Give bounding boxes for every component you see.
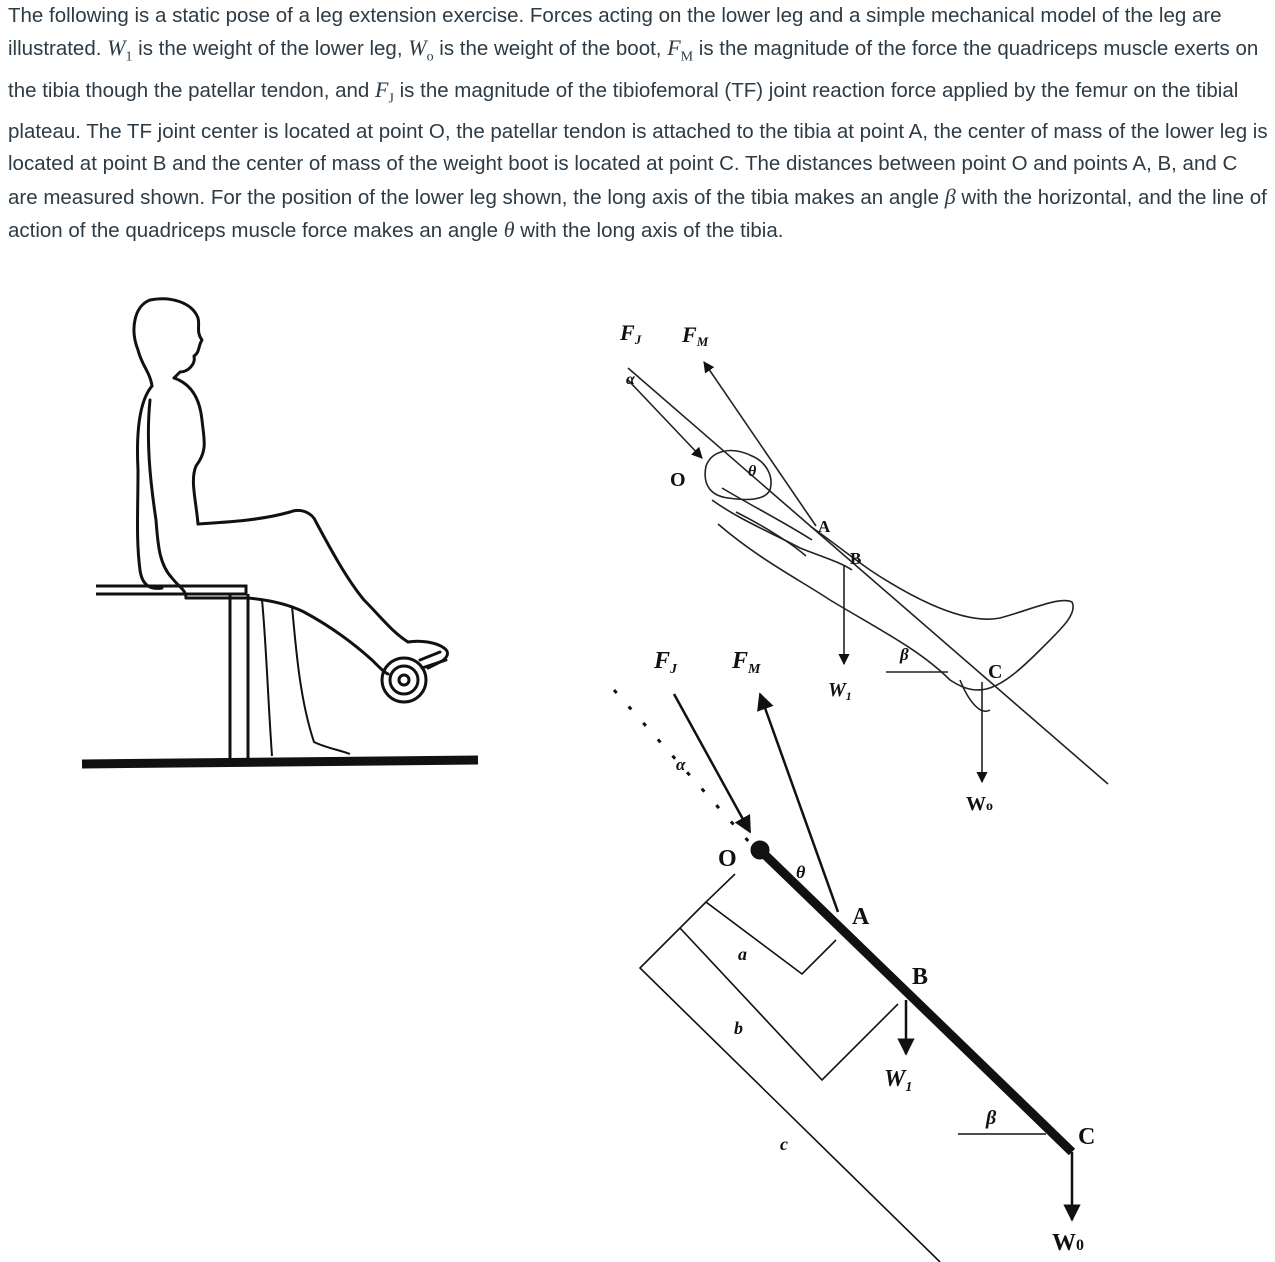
c-label-bottom: C (1078, 1124, 1096, 1150)
heel-outline (960, 680, 990, 711)
bench-top (96, 586, 246, 594)
o-label-top: O (670, 469, 686, 491)
leg-outline-top (718, 524, 1073, 690)
problem-sentence-1: The following is a static pose of a leg extension exercise. Forces acting on the lower leg and a simple mechanical model of the leg are illustrated. (8, 4, 1222, 61)
joint-point-o (751, 841, 769, 859)
dimension-b-label: b (734, 1018, 743, 1038)
theta-label-bottom: θ (796, 862, 806, 882)
alpha-label-top: α (626, 371, 635, 388)
foot-outline (408, 641, 447, 668)
problem-sentence-7: with the long axis of the tibia. (514, 219, 784, 243)
wo-label-bottom: W0 (1052, 1230, 1084, 1256)
beta-label-bottom: β (986, 1107, 997, 1129)
fm-symbol: $F_M$ (667, 35, 694, 65)
alpha-label-bottom: α (676, 755, 686, 774)
fj-symbol: $F_J$ (375, 77, 394, 107)
o-label-bottom: O (718, 846, 737, 872)
front-torso (174, 378, 204, 524)
weight-boot-hub (399, 675, 409, 685)
a-label-top: A (818, 517, 831, 536)
theta-label-top: θ (748, 463, 757, 480)
w1-symbol: $W_1$ (107, 35, 133, 65)
w1-label-top: $W_1$ (828, 679, 852, 703)
anatomical-leg-labels (619, 320, 1002, 815)
thigh-top (198, 510, 316, 524)
wo-label-top: Wo (966, 793, 993, 815)
tibia-sketch-1 (712, 500, 852, 570)
knee-sketch (705, 451, 771, 500)
dimension-a-label: a (738, 944, 747, 964)
problem-sentence-6: with the horizontal, and the line of action of the quadriceps muscle force makes an angle (8, 185, 1267, 243)
weight-boot-mid (390, 666, 418, 694)
fj-label-top: FJ (620, 320, 642, 347)
floor (82, 760, 478, 764)
head-outline (150, 299, 202, 378)
tibia-bar (760, 850, 1072, 1152)
back-of-head (134, 300, 152, 386)
fm-label-top: FM (682, 322, 709, 349)
mechanical-model-diagram (614, 690, 1072, 1262)
a-label-bottom: A (852, 904, 870, 930)
beta-label-top: β (900, 645, 909, 664)
hanging-leg-front (292, 606, 350, 754)
shin-top (316, 522, 408, 642)
c-label-top: C (988, 661, 1003, 683)
anatomical-leg-diagram (628, 362, 1108, 784)
problem-sentence-4: is the magnitude of the force the quadriceps muscle exerts on the tibia though the patellar tendon, and (8, 37, 1259, 103)
dimension-a (706, 874, 836, 974)
fm-label-bottom: $F_M$ (732, 648, 761, 677)
boot-strap (420, 652, 446, 668)
problem-sentence-2: is the weight of the lower leg, (132, 37, 409, 61)
problem-sentence-3: is the weight of the boot, (433, 37, 668, 61)
w1-label-bottom: $W_1$ (884, 1066, 913, 1095)
fj-arrow-top (628, 380, 702, 458)
hanging-leg-back (262, 600, 272, 756)
seated-person-illustration (134, 299, 447, 702)
wo-symbol: $W_o$ (408, 35, 434, 65)
mechanical-model-labels (653, 648, 1095, 1256)
problem-sentence-5: is the magnitude of the tibiofemoral (TF) joint reaction force applied by the femur on the tibial plateau. The TF joint center is located at point O, the patellar tendon is attached to the tibia at point A, the center of mass of the lower leg is located at point B and the center of mass of the weight boot is located at point C. The distances between point O and points A, B, and C are measured shown. For the position of the lower leg shown, the long axis of the tibia makes an angle (8, 79, 1268, 209)
fj-label-bottom: $F_J$ (654, 648, 678, 677)
tibia-axis-line (628, 368, 1108, 784)
theta-symbol: θ (503, 217, 515, 243)
beta-symbol: β (944, 183, 956, 209)
fm-arrow-top (704, 362, 816, 526)
dimension-c-label: c (780, 1134, 788, 1154)
b-label-bottom: B (912, 964, 929, 990)
leg-bottom (186, 598, 388, 674)
arm-outline (148, 400, 186, 598)
b-label-top: B (850, 549, 862, 568)
